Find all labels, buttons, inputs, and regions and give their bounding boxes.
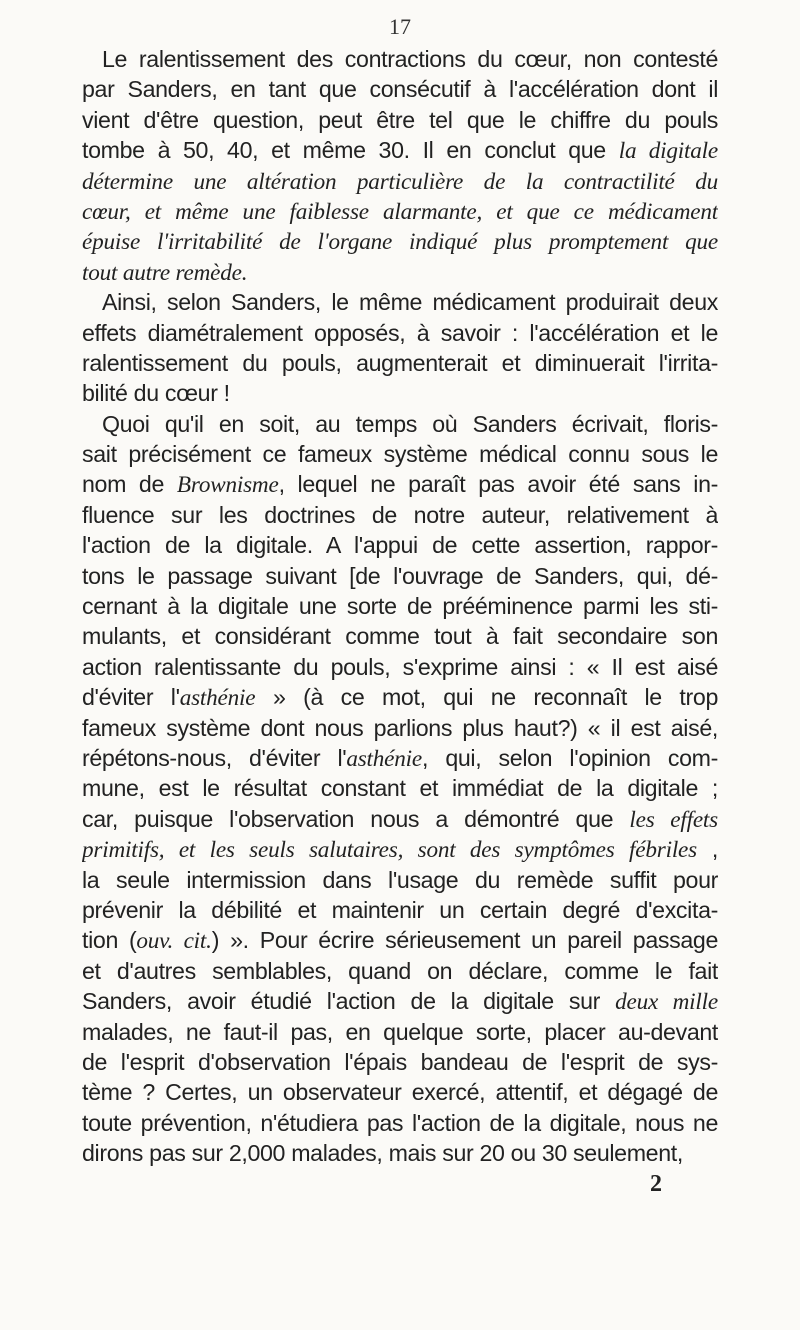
text-line	[82, 500, 718, 530]
text-run: Ainsi, selon Sanders, le même médicament produirait deux	[102, 289, 718, 316]
page-number: 17	[389, 14, 411, 39]
italic-text: Brownisme	[176, 472, 279, 499]
text-run: la seule intermission dans l'usage du remède suffit pour	[82, 866, 718, 893]
text-run: malades, ne faut-il pas, en quelque sorte, placer au-devant	[82, 1018, 718, 1045]
italic-text: tout autre remède.	[82, 259, 248, 286]
italic-text: ouv. cit.	[136, 928, 212, 955]
italic-text: les effets	[629, 806, 718, 833]
text-run: d'éviter l'	[82, 684, 180, 711]
italic-text: primitifs, et les seuls salutaires, sont des symptômes fébriles	[82, 837, 697, 864]
text-line	[82, 44, 718, 74]
text-run: toute prévention, n'étudiera pas l'action de la digitale, nous ne	[82, 1109, 718, 1136]
text-line	[82, 621, 718, 651]
text-line	[82, 74, 718, 104]
text-run: tombe à 50, 40, et même 30. Il en conclut que	[82, 137, 619, 164]
text-run: l'action de la digitale. A l'appui de cette assertion, rappor-	[82, 532, 718, 559]
text-line	[82, 409, 718, 439]
text-run: action ralentissante du pouls, s'exprime ainsi : « Il est aisé	[82, 653, 718, 680]
italic-text: deux mille	[615, 989, 718, 1016]
italic-text: asthénie	[346, 745, 423, 772]
text-line	[82, 1077, 718, 1107]
text-run: fameux système dont nous parlions plus haut?) « il est aisé,	[82, 714, 718, 741]
text-line	[82, 713, 718, 743]
text-line	[82, 257, 718, 287]
text-run: et d'autres semblables, quand on déclare, comme le fait	[82, 957, 718, 984]
text-run: car, puisque l'observation nous a démontré que	[82, 805, 630, 832]
text-line	[82, 439, 718, 469]
text-line	[82, 956, 718, 986]
text-run: dirons pas sur 2,000 malades, mais sur 20 ou 30 seulement,	[82, 1140, 683, 1167]
text-line	[82, 530, 718, 560]
text-line	[82, 561, 718, 591]
text-line	[82, 378, 718, 408]
text-run: Sanders, avoir étudié l'action de la digitale sur	[82, 988, 616, 1015]
text-run: répétons-nous, d'éviter l'	[82, 744, 347, 771]
text-line	[82, 895, 718, 925]
text-line	[82, 226, 718, 256]
text-line	[82, 834, 718, 864]
text-run: Le ralentissement des contractions du cœur, non contesté	[102, 46, 718, 72]
italic-text: la digitale	[618, 138, 718, 165]
text-line	[82, 348, 718, 378]
text-run: sait précisément ce fameux système médical connu sous le	[82, 441, 718, 468]
text-run: , qui, selon l'opinion com-	[422, 744, 718, 771]
body-text	[82, 44, 718, 1168]
text-run: tème ? Certes, un observateur exercé, attentif, et dégagé de	[82, 1079, 718, 1106]
text-run: cernant à la digitale une sorte de prééminence parmi les sti-	[82, 593, 718, 620]
text-line	[82, 1138, 718, 1168]
text-run: mulants, et considérant comme tout à fait secondaire son	[82, 623, 718, 650]
text-run: ) ». Pour écrire sérieusement un pareil passage	[211, 927, 718, 954]
text-line	[82, 591, 718, 621]
italic-text: asthénie	[179, 685, 256, 712]
text-run: tons le passage suivant [de l'ouvrage de Sanders, qui, dé-	[82, 562, 718, 589]
italic-text: détermine une altération particulière de la contractilité du	[82, 168, 718, 195]
italic-text: cœur, et même une faiblesse alarmante, et que ce médicament	[82, 198, 718, 225]
text-run: vient d'être question, peut être tel que le chiffre du pouls	[82, 106, 718, 133]
text-line	[82, 652, 718, 682]
text-run: par Sanders, en tant que consécutif à l'accélération dont il	[82, 76, 718, 103]
text-run: bilité du cœur !	[82, 380, 230, 407]
text-line	[82, 1047, 718, 1077]
text-line	[82, 1017, 718, 1047]
text-run: ,	[696, 836, 718, 863]
text-line	[82, 166, 718, 196]
text-run: mune, est le résultat constant et immédiat de la digitale ;	[82, 775, 718, 802]
text-run: nom de	[82, 471, 177, 498]
text-run: effets diamétralement opposés, à savoir : l'accélération et le	[82, 319, 718, 346]
italic-text: épuise l'irritabilité de l'organe indiqué plus promptement que	[82, 229, 718, 256]
text-line	[82, 682, 718, 712]
text-line	[82, 865, 718, 895]
text-line	[82, 773, 718, 803]
text-line	[82, 925, 718, 955]
text-run: ralentissement du pouls, augmenterait et diminuerait l'irrita-	[82, 349, 718, 376]
text-run: » (à ce mot, qui ne reconnaît le trop	[255, 684, 718, 711]
text-line	[82, 287, 718, 317]
text-run: fluence sur les doctrines de notre auteur, relativement à	[82, 501, 718, 528]
text-line	[82, 804, 718, 834]
text-run: , lequel ne paraît pas avoir été sans in-	[278, 471, 718, 498]
signature-mark: 2	[650, 1171, 662, 1197]
text-run: prévenir la débilité et maintenir un certain degré d'excita-	[82, 896, 718, 923]
text-run: Quoi qu'il en soit, au temps où Sanders écrivait, floris-	[102, 410, 718, 437]
text-line	[82, 318, 718, 348]
text-run: tion (	[82, 927, 137, 954]
text-line	[82, 135, 718, 165]
text-run: de l'esprit d'observation l'épais bandeau de l'esprit de sys-	[82, 1048, 718, 1075]
text-line	[82, 196, 718, 226]
text-line	[82, 986, 718, 1016]
text-line	[82, 105, 718, 135]
text-line	[82, 469, 718, 499]
text-line	[82, 1108, 718, 1138]
text-line	[82, 743, 718, 773]
